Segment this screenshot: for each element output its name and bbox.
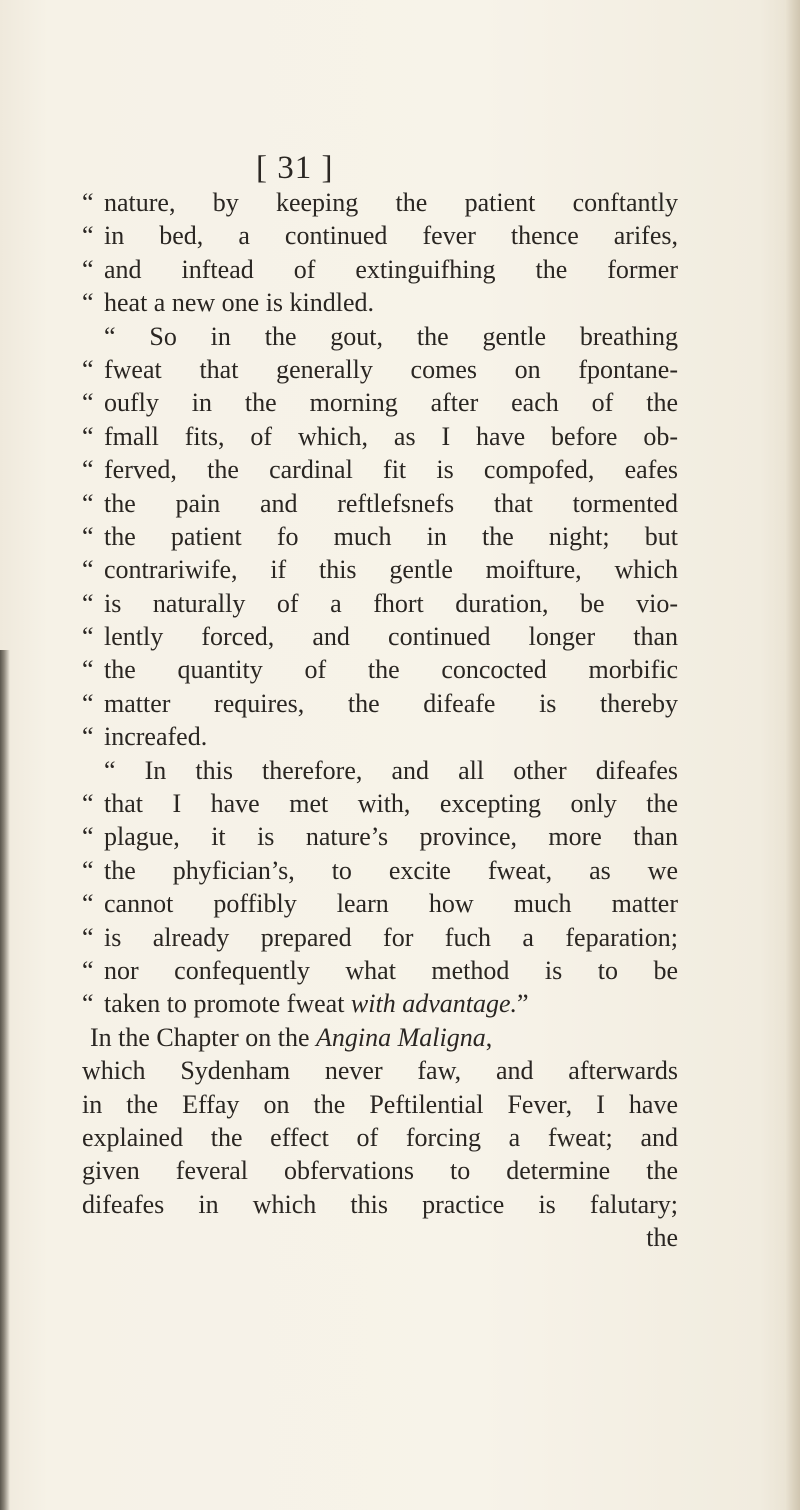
quote-mark: “ — [82, 588, 94, 618]
page-number-header: [ 31 ] — [256, 150, 334, 186]
line-text: fweat that generally comes on fpontane- — [104, 354, 678, 384]
line-text: and inftead of extinguifhing the former — [104, 254, 678, 284]
text-line — [82, 687, 678, 720]
line-text: is naturally of a fhort duration, be vio- — [104, 588, 678, 618]
text-line — [82, 1121, 678, 1154]
line-text: explained the effect of forcing a fweat; and — [82, 1122, 678, 1152]
line-text: ferved, the cardinal fit is compofed, eafes — [104, 455, 678, 485]
text-line — [82, 921, 678, 954]
line-punctuation: , — [485, 1022, 493, 1052]
text-line — [82, 219, 678, 252]
line-text: nature, by keeping the patient conftantly — [104, 188, 678, 217]
line-text: is already prepared for fuch a feparation; — [104, 922, 678, 952]
line-text: oufly in the morning after each of the — [104, 388, 678, 418]
text-line — [82, 487, 678, 520]
line-text: which Sydenham never faw, and afterwards — [82, 1056, 678, 1086]
quote-mark: “ — [82, 488, 94, 518]
line-text: “ So in the gout, the gentle breathing — [104, 321, 678, 351]
line-text: the patient fo much in the night; but — [104, 521, 678, 551]
text-line — [82, 620, 678, 653]
line-text: In the Chapter on the — [90, 1022, 310, 1052]
line-text: the quantity of the concocted morbific — [104, 655, 678, 685]
text-line — [82, 1054, 678, 1087]
line-text: plague, it is nature’s province, more than — [104, 822, 678, 852]
text-line — [82, 253, 678, 286]
text-line — [82, 653, 678, 686]
line-text: taken to promote fweat — [104, 989, 345, 1019]
quote-mark: “ — [82, 455, 94, 485]
quote-mark: “ — [82, 655, 94, 685]
text-line — [82, 286, 678, 319]
text-line — [82, 954, 678, 987]
text-line — [82, 1188, 678, 1221]
quote-mark: “ — [82, 254, 94, 284]
line-text: nor confequently what method is to be — [104, 955, 678, 985]
text-line — [82, 420, 678, 453]
text-line — [82, 386, 678, 419]
page-edge — [786, 0, 800, 1510]
text-line — [82, 987, 678, 1020]
text-line — [82, 320, 678, 353]
quote-mark: “ — [82, 188, 94, 217]
text-line — [82, 720, 678, 753]
line-text: the phyfician’s, to excite fweat, as we — [104, 855, 678, 885]
quote-mark: “ — [82, 889, 94, 919]
catchword — [82, 1221, 678, 1254]
text-line — [82, 553, 678, 586]
line-text: heat a new one is kindled. — [104, 288, 375, 318]
line-text: in the Effay on the Peftilential Fever, I have — [82, 1089, 678, 1119]
quote-mark: “ — [82, 789, 94, 819]
quote-mark: “ — [82, 688, 94, 718]
line-text: fmall fits, of which, as I have before ob- — [104, 421, 678, 451]
catchword-text: the — [646, 1223, 678, 1253]
quote-mark: “ — [82, 221, 94, 251]
text-line — [82, 353, 678, 386]
text-line — [82, 887, 678, 920]
quote-mark: “ — [82, 622, 94, 652]
text-line — [82, 520, 678, 553]
line-text: the pain and reftlefsnefs that tormented — [104, 488, 678, 518]
text-line — [82, 453, 678, 486]
quote-mark: “ — [82, 521, 94, 551]
line-text: in bed, a continued fever thence arifes, — [104, 221, 678, 251]
text-line — [82, 854, 678, 887]
line-text: matter requires, the difeafe is thereby — [104, 688, 678, 718]
line-text: contrariwife, if this gentle moifture, which — [104, 555, 678, 585]
text-line — [82, 1088, 678, 1121]
quote-mark: “ — [82, 354, 94, 384]
quote-mark: “ — [82, 855, 94, 885]
quote-mark: “ — [82, 822, 94, 852]
quote-mark: “ — [82, 555, 94, 585]
binding-shadow — [0, 650, 10, 1510]
quote-mark: “ — [82, 288, 94, 318]
quote-mark: “ — [82, 722, 94, 752]
italic-text: Angina Maligna — [316, 1022, 486, 1052]
line-text: increafed. — [104, 722, 208, 752]
text-line — [82, 754, 678, 787]
line-text: cannot poffibly learn how much matter — [104, 889, 678, 919]
italic-text: with advantage. — [350, 989, 518, 1019]
quote-mark: “ — [82, 989, 94, 1019]
quote-mark: “ — [82, 421, 94, 451]
line-text: difeafes in which this practice is falutary; — [82, 1189, 678, 1219]
text-line — [82, 820, 678, 853]
body-text — [82, 186, 678, 1255]
line-text: that I have met with, excepting only the — [104, 789, 678, 819]
text-line — [82, 186, 678, 219]
text-line — [82, 787, 678, 820]
closing-quote: ” — [517, 989, 529, 1019]
text-line — [82, 1154, 678, 1187]
line-text: lently forced, and continued longer than — [104, 622, 678, 652]
line-text: “ In this therefore, and all other difeafes — [104, 755, 678, 785]
text-line — [82, 1021, 678, 1054]
line-text: given feveral obfervations to determine the — [82, 1156, 678, 1186]
text-line — [82, 587, 678, 620]
quote-mark: “ — [82, 388, 94, 418]
quote-mark: “ — [82, 955, 94, 985]
quote-mark: “ — [82, 922, 94, 952]
